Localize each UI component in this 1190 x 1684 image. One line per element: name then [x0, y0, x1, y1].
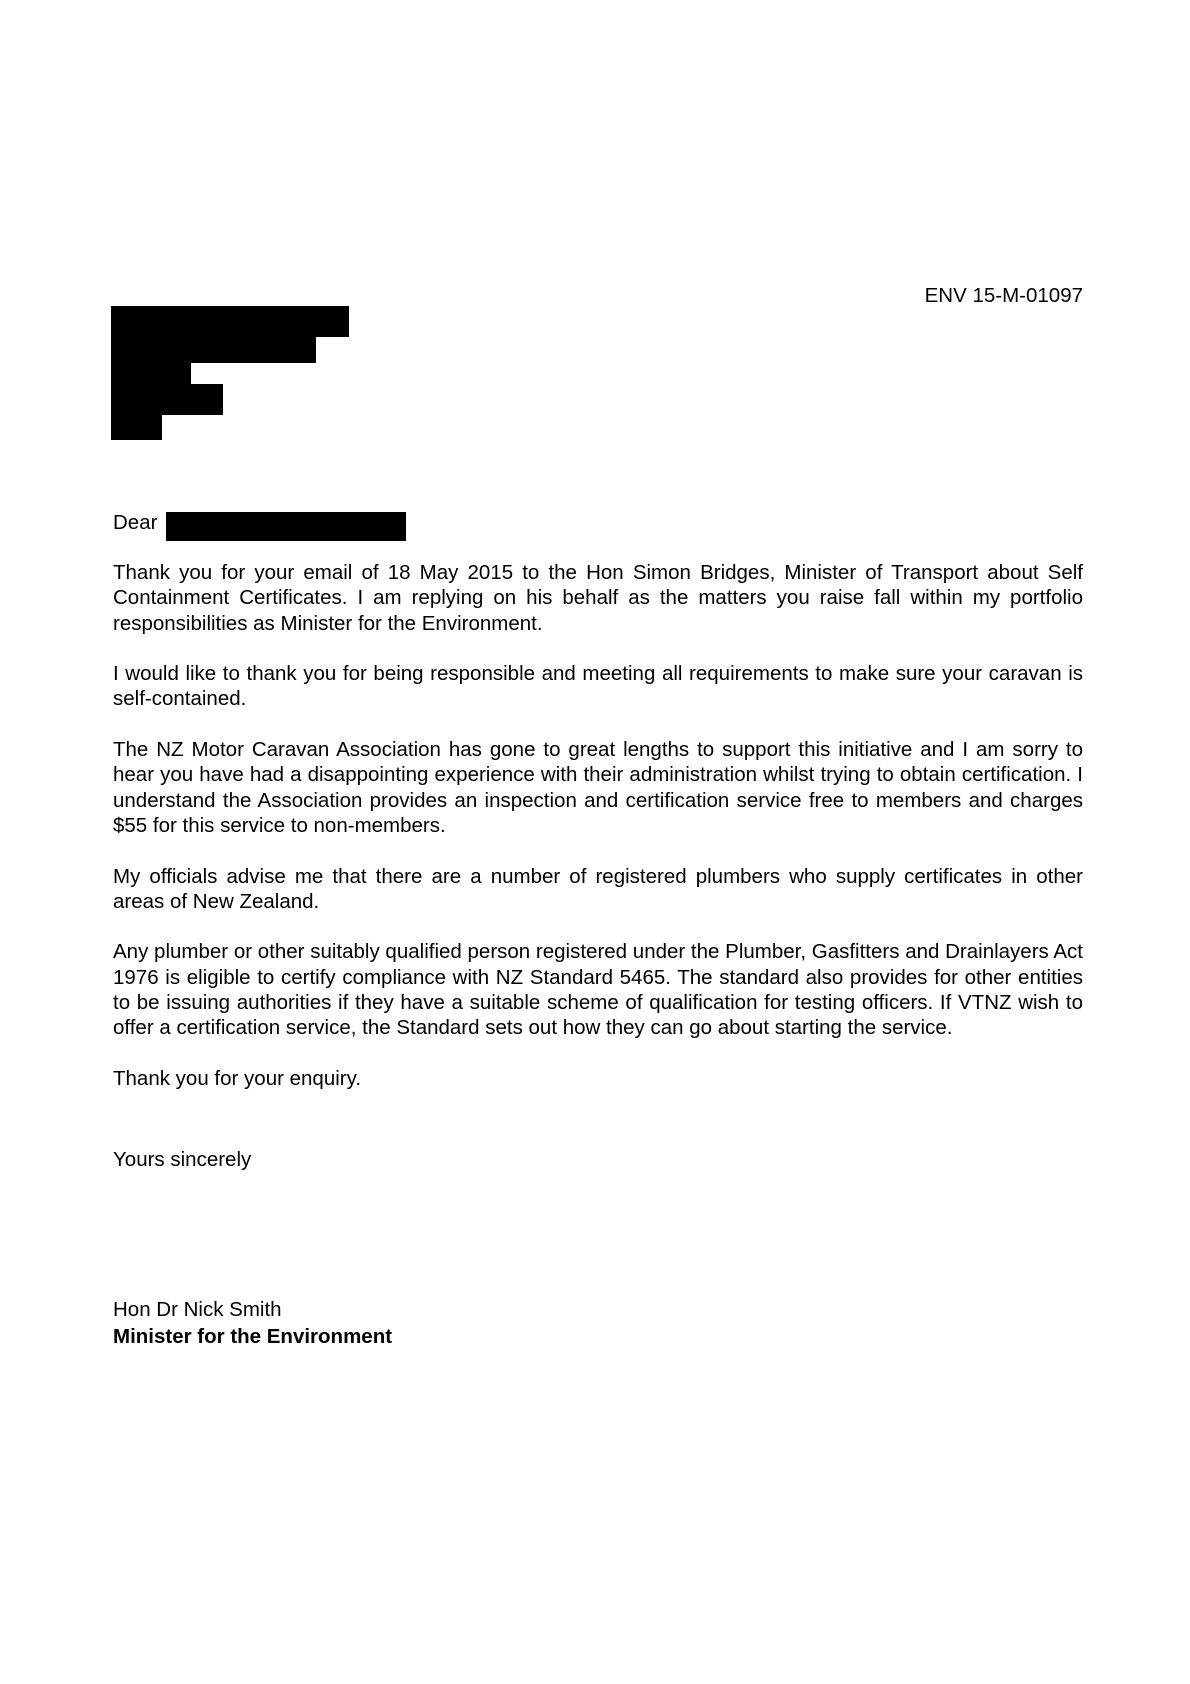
redaction-bar	[111, 306, 349, 337]
body-paragraph: Thank you for your email of 18 May 2015 to the Hon Simon Bridges, Minister of Transport about Self Containment Certificates. I am replying on his behalf as the matters you raise fall within my portfolio responsibilities as Minister for the Environment.	[113, 561, 1083, 635]
closing-line: Yours sincerely	[113, 1148, 252, 1171]
body-paragraph: The NZ Motor Caravan Association has gone to great lengths to support this initiative and I am sorry to hear you have had a disappointing experience with their administration whilst trying to obtain certification. I understand the Association provides an inspection and certification service free to members and charges $55 for this service to non-members.	[113, 738, 1083, 837]
body-paragraph: Thank you for your enquiry.	[113, 1066, 362, 1090]
body-paragraph: I would like to thank you for being responsible and meeting all requirements to make sure your caravan is self-contained.	[113, 662, 1083, 711]
redaction-bar	[111, 336, 316, 363]
redaction-bar	[111, 414, 162, 440]
redaction-bar	[111, 384, 223, 415]
reference-number: ENV 15-M-01097	[924, 284, 1083, 307]
redacted-recipient-name	[166, 512, 406, 541]
body-paragraph: Any plumber or other suitably qualified person registered under the Plumber, Gasfitters and Drainlayers Act 1976 is eligible to certify compliance with NZ Standard 5465. The standard also provides for other entities to be issuing authorities if they have a suitable scheme of qualification for testing officers. If VTNZ wish to offer a certification service, the Standard sets out how they can go about starting the service.	[113, 940, 1083, 1040]
body-paragraph: My officials advise me that there are a number of registered plumbers who supply certificates in other areas of New Zealand.	[113, 864, 1083, 913]
salutation	[113, 509, 157, 537]
redaction-bar	[111, 362, 191, 385]
signatory-name: Hon Dr Nick Smith	[113, 1298, 282, 1321]
letter-body	[113, 560, 1083, 1117]
signatory-title: Minister for the Environment	[113, 1325, 393, 1348]
salutation-text: Dear	[113, 511, 158, 534]
